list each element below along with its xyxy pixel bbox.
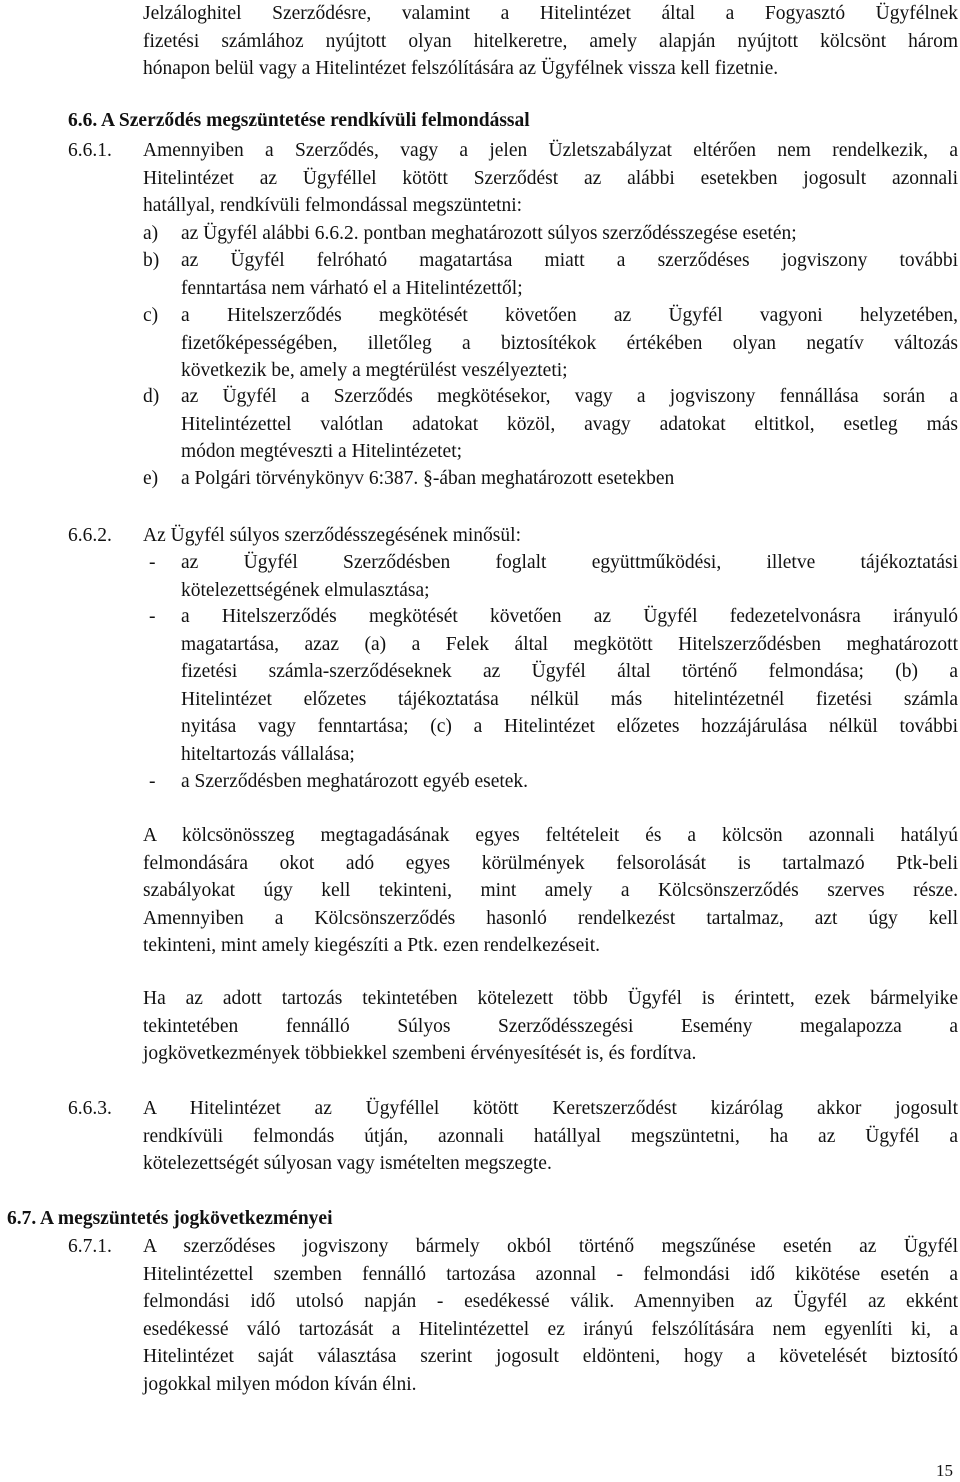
list-item-e: [181, 465, 958, 493]
list-item-a: [181, 220, 958, 248]
text-line: az Ügyfél felróható magatartása miatt a szerződéses jogviszony további: [181, 250, 958, 271]
text-line: kötelezettségének elmulasztása;: [181, 579, 430, 601]
text-line: jogkövetkezmények többiekkel szembeni érvényesítését is, és fordítva.: [143, 1043, 697, 1065]
text-line: a Szerződésben meghatározott egyéb esetek.: [181, 771, 529, 792]
text-line: kötelezettségét súlyosan vagy ismételten megszegte.: [143, 1153, 552, 1175]
text-line: jogokkal milyen módon kíván élni.: [143, 1373, 417, 1395]
text-line: a Hitelszerződés megkötését követően az Ügyfél vagyoni helyzetében,: [181, 305, 958, 326]
text-line: a Hitelszerződés megkötését követően az Ügyfél fedezetelvonásra irányuló: [181, 606, 958, 627]
clause-6-6-1-body: [143, 137, 958, 220]
list-item-d: [181, 383, 958, 466]
dash-marker: -: [149, 771, 156, 792]
text-line: Ha az adott tartozás tekintetében kötelezett több Ügyfél is érintett, ezek bármelyike: [143, 988, 958, 1009]
clause-number-6-7-1: 6.7.1.: [68, 1236, 112, 1257]
dash-item-3: [181, 768, 958, 796]
list-marker: e): [143, 468, 159, 489]
text-line: fizetőképességében, illetőleg a biztosítékok értékében olyan negatív változás: [181, 332, 958, 354]
text-line: esedékessé váló tartozását a Hitelintézettel ez irányú felszólítására nem egyenlíti ki, a: [143, 1318, 958, 1340]
text-line: Amennyiben a Szerződés, vagy a jelen Üzletszabályzat eltérően nem rendelkezik, a: [143, 140, 958, 161]
text-line: magatartása, azaz (a) a Felek által megkötött Hitelszerződésben meghatározott: [181, 633, 958, 655]
text-line: Hitelintézet az Ügyféllel kötött Szerződést az alábbi esetekben jogosult azonnali: [143, 167, 958, 189]
list-marker: c): [143, 305, 159, 326]
text-line: Amennyiben a Kölcsönszerződés hasonló rendelkezést tartalmaz, azt úgy kell: [143, 907, 958, 929]
text-line: az Ügyfél a Szerződés megkötésekor, vagy a jogviszony fennállása során a: [181, 386, 958, 407]
text-line: szabályokat úgy kell tekinteni, mint amely a Kölcsönszerződés szerves része.: [143, 880, 958, 902]
text-line: hiteltartozás vállalása;: [181, 743, 355, 765]
page-number: 15: [936, 1461, 953, 1480]
text-line: tekinteni, mint amely kiegészíti a Ptk. ezen rendelkezéseit.: [143, 935, 601, 957]
section-heading-6-6: 6.6. A Szerződés megszüntetése rendkívüli felmondással: [68, 110, 530, 131]
text-line: tekintetében fennálló Súlyos Szerződésszegési Esemény megalapozza a: [143, 1015, 958, 1037]
text-line: Hitelintézet előzetes tájékoztatása nélkül más hitelintézetnél fizetési számla: [181, 688, 958, 710]
clause-6-6-3-body: [143, 1095, 958, 1178]
list-marker: b): [143, 250, 160, 271]
dash-item-2: [181, 603, 958, 769]
text-line: felmondására okot adó egyes körülmények felsorolását is tartalmazó Ptk-beli: [143, 852, 958, 874]
intro-paragraph: [143, 0, 958, 83]
text-line: fenntartása nem várható el a Hitelintézettől;: [181, 277, 523, 299]
text-line: fizetési számlához nyújtott olyan hitelkeretre, amely alapján nyújtott kölcsönt három: [143, 30, 958, 52]
text-line: fizetési számla-szerződéseknek az Ügyfél által történő felmondása; (b) a: [181, 661, 958, 683]
text-line: hatállyal, rendkívüli felmondással megszüntetni:: [143, 195, 523, 217]
text-line: módon megtéveszti a Hitelintézetet;: [181, 441, 463, 463]
text-line: Hitelintézettel valótlan adatokat közöl, avagy adatokat eltitkol, esetleg más: [181, 413, 958, 435]
text-line: rendkívüli felmondás útján, azonnali hatállyal megszüntetni, ha az Ügyfél a: [143, 1125, 958, 1147]
text-line: következik be, amely a megtérülést veszélyezteti;: [181, 360, 568, 382]
list-marker: a): [143, 223, 159, 244]
text-line: az Ügyfél alábbi 6.6.2. pontban meghatározott súlyos szerződésszegése esetén;: [181, 223, 797, 244]
list-marker: d): [143, 386, 160, 407]
text-line: A kölcsönösszeg megtagadásának egyes feltételeit és a kölcsön azonnali hatályú: [143, 825, 958, 846]
clause-number-6-6-3: 6.6.3.: [68, 1098, 112, 1119]
clause-number-6-6-1: 6.6.1.: [68, 140, 112, 161]
list-item-c: [181, 302, 958, 385]
clause-number-6-6-2: 6.6.2.: [68, 525, 112, 546]
text-line: hónapon belül vagy a Hitelintézet felszólítására az Ügyfélnek vissza kell fizetnie.: [143, 58, 779, 80]
text-line: a Polgári törvénykönyv 6:387. §-ában meghatározott esetekben: [181, 468, 675, 489]
section-heading-6-7: 6.7. A megszüntetés jogkövetkezményei: [7, 1208, 333, 1229]
dash-item-1: [181, 549, 958, 604]
clause-6-6-2-title: Az Ügyfél súlyos szerződésszegésének minősül:: [143, 525, 521, 546]
text-line: Hitelintézettel szemben fennálló tartozása azonnal - felmondási idő kikötése esetén a: [143, 1263, 958, 1285]
text-line: felmondási idő utolsó napján - esedékessé válik. Amennyiben az Ügyfél az ekként: [143, 1291, 958, 1313]
paragraph-ptk: [143, 822, 958, 960]
list-item-b: [181, 247, 958, 302]
dash-marker: -: [149, 606, 156, 627]
clause-6-7-1-body: [143, 1233, 958, 1399]
text-line: A szerződéses jogviszony bármely okból történő megszűnése esetén az Ügyfél: [143, 1236, 958, 1257]
text-line: az Ügyfél Szerződésben foglalt együttműködési, illetve tájékoztatási: [181, 552, 958, 573]
paragraph-multiple-clients: [143, 985, 958, 1068]
text-line: A Hitelintézet az Ügyféllel kötött Keretszerződést kizárólag akkor jogosult: [143, 1098, 958, 1119]
dash-marker: -: [149, 552, 156, 573]
text-line: Jelzáloghitel Szerződésre, valamint a Hitelintézet által a Fogyasztó Ügyfélnek: [143, 3, 958, 24]
text-line: nyitása vagy fenntartása; (c) a Hitelintézet előzetes hozzájárulása nélkül további: [181, 716, 958, 738]
text-line: Hitelintézet saját választása szerint jogosult eldönteni, hogy a követelését biztosító: [143, 1346, 958, 1368]
